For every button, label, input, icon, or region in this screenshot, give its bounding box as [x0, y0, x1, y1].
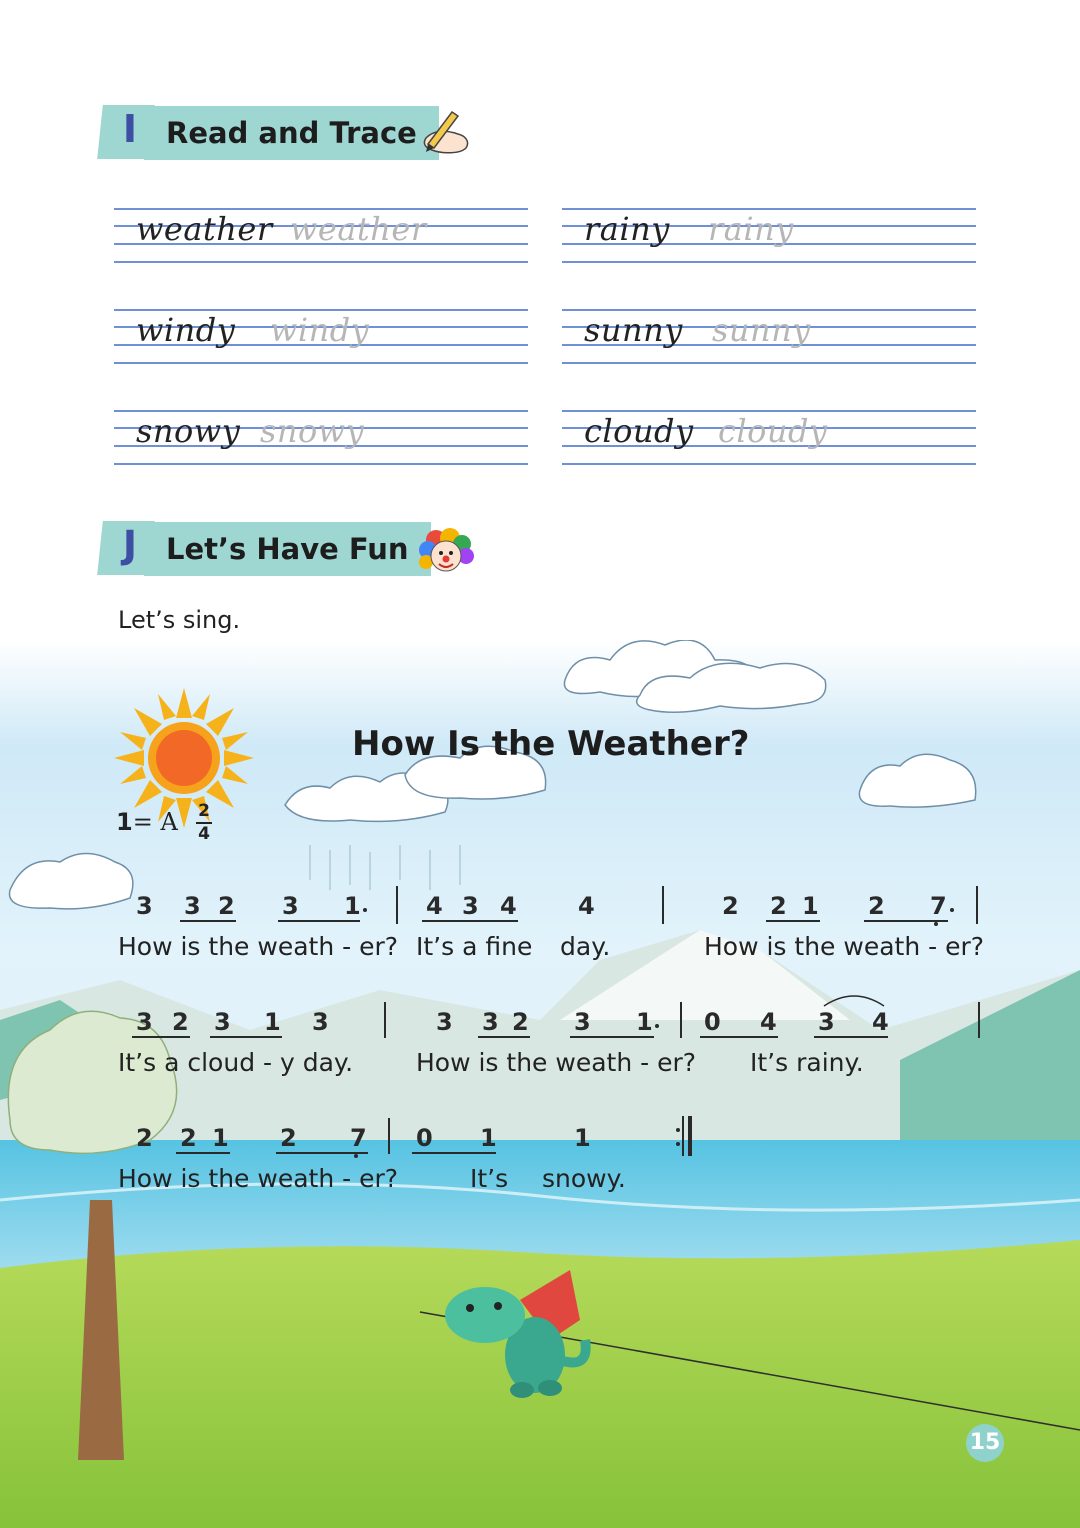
note: 2: [722, 892, 739, 920]
note: 3: [574, 1008, 591, 1036]
note: 2: [868, 892, 885, 920]
section-letter: I: [122, 107, 138, 151]
note: 4: [500, 892, 517, 920]
note: 2: [136, 1124, 153, 1152]
lyric: How is the weath - er?: [118, 932, 399, 961]
writing-hand-icon: [412, 108, 474, 158]
trace-word[interactable]: snowy: [260, 412, 365, 450]
lyric: How is the weath - er?: [118, 1164, 399, 1193]
note: 1: [802, 892, 819, 920]
note: 2: [180, 1124, 197, 1152]
note: 7: [350, 1124, 367, 1152]
trace-row-snowy: [114, 410, 528, 466]
section-title: Read and Trace: [166, 116, 417, 150]
note: 2: [218, 892, 235, 920]
lyric: It’s a cloud - y day.: [118, 1048, 354, 1077]
lyric: It’s a fine: [416, 932, 533, 961]
trace-row-cloudy: [562, 410, 976, 466]
key-number: 1: [116, 808, 133, 836]
note: 4: [872, 1008, 889, 1036]
clown-face-icon: [414, 526, 480, 576]
note: 1: [344, 892, 361, 920]
note: 3: [214, 1008, 231, 1036]
model-word: sunny: [584, 311, 683, 349]
lyric: It’s: [470, 1164, 509, 1193]
trace-row-windy: [114, 309, 528, 365]
trace-row-weather: [114, 208, 528, 264]
note: 3: [136, 892, 153, 920]
trace-word[interactable]: windy: [270, 311, 370, 349]
page-number: 15: [966, 1424, 1004, 1462]
lyric: It’s rainy.: [750, 1048, 864, 1077]
model-word: cloudy: [584, 412, 694, 450]
model-word: snowy: [136, 412, 241, 450]
note: 3: [482, 1008, 499, 1036]
trace-word[interactable]: weather: [290, 210, 427, 248]
time-signature: [196, 802, 212, 844]
lyric: day.: [560, 932, 611, 961]
note: 2: [172, 1008, 189, 1036]
trace-word[interactable]: sunny: [712, 311, 811, 349]
note: 2: [512, 1008, 529, 1036]
note: 3: [184, 892, 201, 920]
lyric: How is the weath - er?: [416, 1048, 697, 1077]
note: 1: [636, 1008, 653, 1036]
note: 4: [760, 1008, 777, 1036]
model-word: rainy: [584, 210, 670, 248]
song-title: How Is the Weather?: [352, 724, 750, 764]
note: 3: [312, 1008, 329, 1036]
landscape-illustration: [0, 640, 1080, 1528]
trace-word[interactable]: rainy: [708, 210, 794, 248]
trace-row-rainy: [562, 208, 976, 264]
lyric: snowy.: [542, 1164, 626, 1193]
note: 2: [770, 892, 787, 920]
note: 3: [462, 892, 479, 920]
note: 3: [818, 1008, 835, 1036]
note: 4: [426, 892, 443, 920]
note: 4: [578, 892, 595, 920]
note: 3: [136, 1008, 153, 1036]
note: 1: [480, 1124, 497, 1152]
lyric: How is the weath - er?: [704, 932, 985, 961]
note: 1: [264, 1008, 281, 1036]
trace-word[interactable]: cloudy: [718, 412, 828, 450]
note: 7: [930, 892, 947, 920]
note: 3: [436, 1008, 453, 1036]
tie-arc: [822, 992, 886, 1008]
time-bottom: 4: [198, 824, 210, 844]
note: 2: [280, 1124, 297, 1152]
note: 0: [704, 1008, 721, 1036]
time-top: 2: [198, 801, 210, 821]
model-word: windy: [136, 311, 236, 349]
song-key: [116, 808, 178, 836]
key-letter: = A: [132, 808, 178, 836]
model-word: weather: [136, 210, 273, 248]
section-title: Let’s Have Fun: [166, 532, 409, 566]
instruction-text: Let’s sing.: [118, 606, 241, 634]
note: 1: [212, 1124, 229, 1152]
note: 3: [282, 892, 299, 920]
trace-row-sunny: [562, 309, 976, 365]
note: 1: [574, 1124, 591, 1152]
note: 0: [416, 1124, 433, 1152]
section-letter: J: [122, 523, 138, 567]
